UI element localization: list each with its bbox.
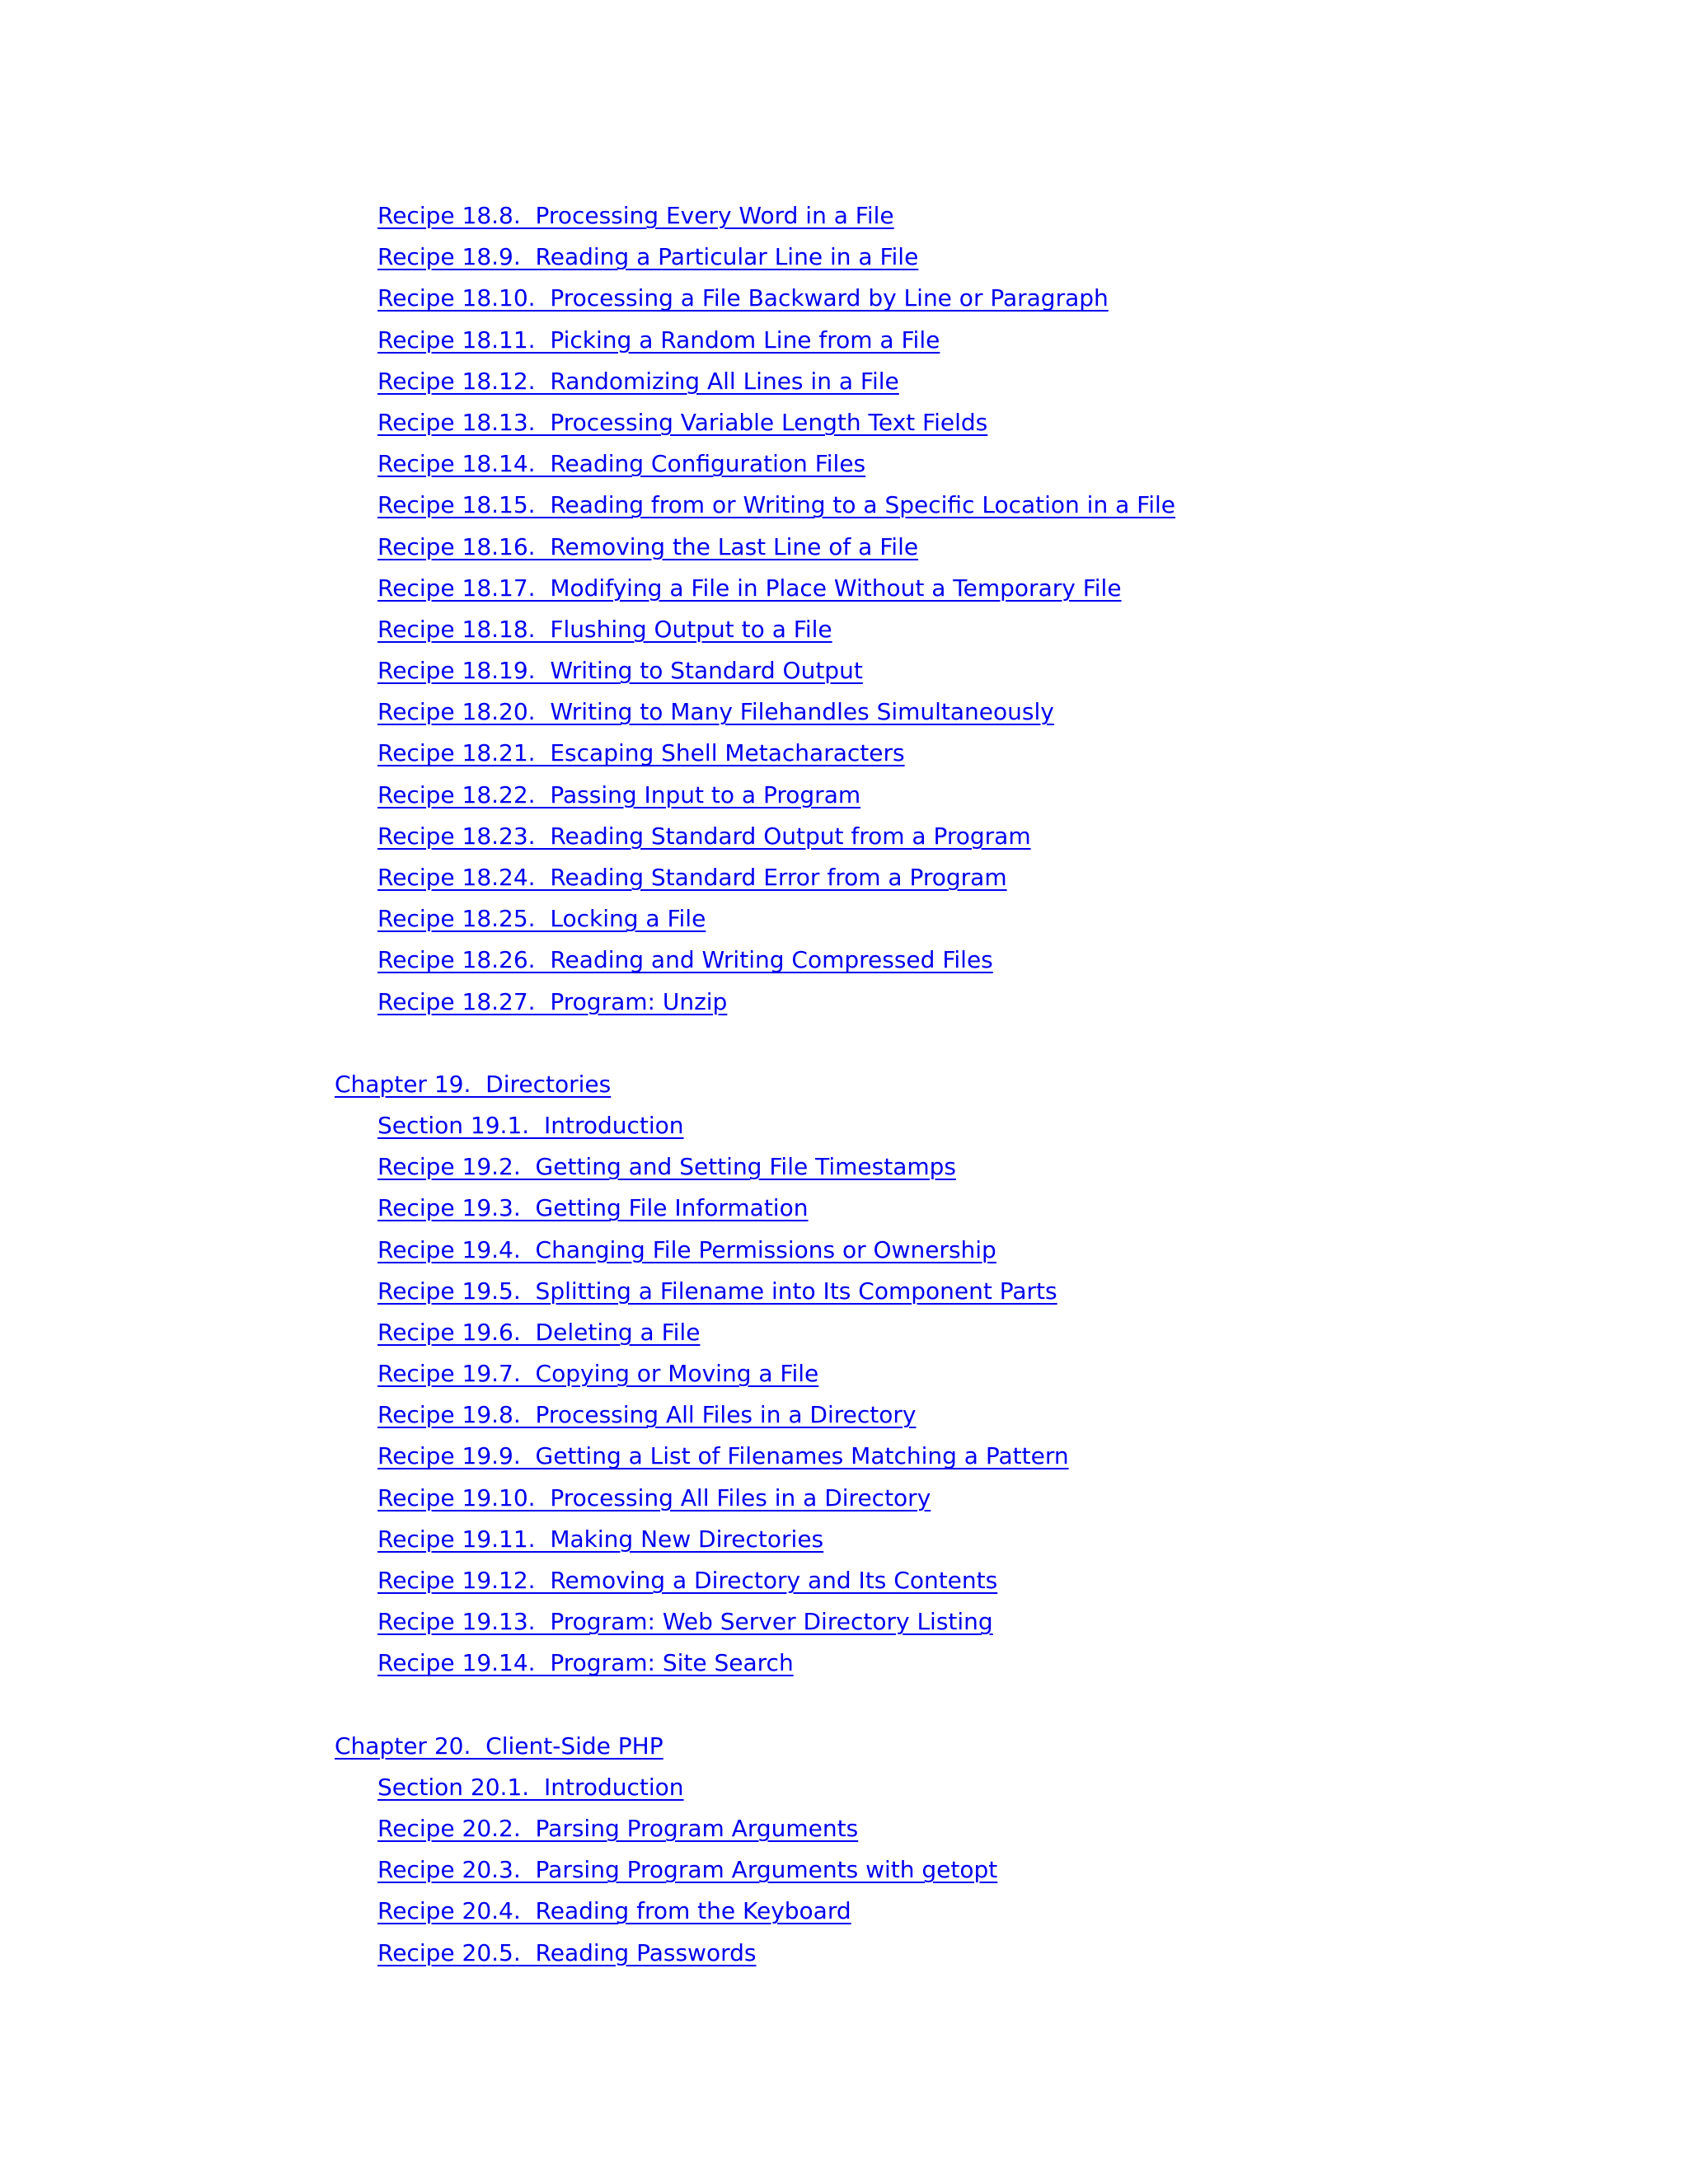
toc-entry-link[interactable]: Recipe 19.8. Processing All Files in a Directory: [377, 1401, 917, 1429]
toc-group: [0, 195, 1688, 1023]
toc-entry-link[interactable]: Recipe 20.4. Reading from the Keyboard: [377, 1897, 851, 1925]
toc-entry-link[interactable]: Recipe 19.3. Getting File Information: [377, 1194, 809, 1222]
toc-entry-link[interactable]: Recipe 19.10. Processing All Files in a Directory: [377, 1483, 931, 1511]
toc-entry-link[interactable]: Recipe 18.18. Flushing Output to a File: [377, 615, 832, 643]
toc-entry-link[interactable]: Recipe 19.13. Program: Web Server Directory Listing: [377, 1608, 993, 1636]
table-of-contents: [0, 195, 1688, 1974]
toc-entry-link[interactable]: Recipe 18.10. Processing a File Backward by Line or Paragraph: [377, 284, 1109, 312]
toc-entry-link[interactable]: Recipe 18.24. Reading Standard Error from a Program: [377, 864, 1007, 891]
toc-group: [0, 1726, 1688, 1974]
toc-entry-link[interactable]: Recipe 18.13. Processing Variable Length Text Fields: [377, 408, 988, 436]
toc-entry-link[interactable]: Recipe 18.19. Writing to Standard Output: [377, 657, 863, 685]
toc-entry-link[interactable]: Recipe 18.16. Removing the Last Line of a File: [377, 532, 919, 560]
toc-entry-link[interactable]: Recipe 20.5. Reading Passwords: [377, 1938, 757, 1966]
toc-entry-link[interactable]: Section 20.1. Introduction: [377, 1773, 684, 1801]
toc-entry-link[interactable]: Recipe 18.27. Program: Unzip: [377, 987, 728, 1015]
toc-group: [0, 1064, 1688, 1685]
chapter-link[interactable]: Chapter 20. Client-Side PHP: [335, 1732, 663, 1760]
toc-entry-link[interactable]: Recipe 19.5. Splitting a Filename into Its Component Parts: [377, 1277, 1057, 1305]
toc-entry-link[interactable]: Recipe 18.14. Reading Configuration Files: [377, 450, 866, 478]
chapter-link[interactable]: Chapter 19. Directories: [335, 1070, 612, 1098]
toc-entry-link[interactable]: Recipe 18.26. Reading and Writing Compressed Files: [377, 946, 993, 974]
toc-entry-link[interactable]: Recipe 18.21. Escaping Shell Metacharacters: [377, 739, 905, 767]
toc-entry-link[interactable]: Recipe 19.7. Copying or Moving a File: [377, 1360, 819, 1388]
toc-entry-link[interactable]: Recipe 18.11. Picking a Random Line from a File: [377, 326, 940, 354]
toc-entry-link[interactable]: Recipe 18.22. Passing Input to a Program: [377, 780, 861, 808]
toc-entry-link[interactable]: Recipe 19.12. Removing a Directory and Its Contents: [377, 1567, 998, 1594]
toc-entry-link[interactable]: Recipe 19.11. Making New Directories: [377, 1525, 824, 1553]
toc-entry-link[interactable]: Recipe 20.2. Parsing Program Arguments: [377, 1814, 859, 1842]
toc-entry-link[interactable]: Recipe 18.8. Processing Every Word in a File: [377, 202, 894, 229]
toc-entry-link[interactable]: Recipe 19.9. Getting a List of Filenames Matching a Pattern: [377, 1442, 1069, 1470]
toc-entry-link[interactable]: Recipe 19.2. Getting and Setting File Timestamps: [377, 1153, 956, 1181]
toc-entry-link[interactable]: Section 19.1. Introduction: [377, 1111, 684, 1139]
toc-entry-link[interactable]: Recipe 18.17. Modifying a File in Place Without a Temporary File: [377, 574, 1122, 602]
toc-entry-link[interactable]: Recipe 19.6. Deleting a File: [377, 1318, 701, 1346]
toc-entry-link[interactable]: Recipe 19.14. Program: Site Search: [377, 1649, 794, 1677]
toc-entry-link[interactable]: Recipe 18.25. Locking a File: [377, 905, 706, 933]
toc-entry-link[interactable]: Recipe 18.23. Reading Standard Output from a Program: [377, 822, 1031, 850]
toc-entry-link[interactable]: Recipe 18.15. Reading from or Writing to a Specific Location in a File: [377, 491, 1176, 519]
toc-entry-link[interactable]: Recipe 18.20. Writing to Many Filehandles Simultaneously: [377, 698, 1054, 726]
toc-entry-link[interactable]: Recipe 18.12. Randomizing All Lines in a File: [377, 367, 899, 395]
toc-entry-link[interactable]: Recipe 19.4. Changing File Permissions or Ownership: [377, 1235, 996, 1263]
toc-entry-link[interactable]: Recipe 18.9. Reading a Particular Line in a File: [377, 243, 919, 271]
toc-entry-link[interactable]: Recipe 20.3. Parsing Program Arguments with getopt: [377, 1856, 998, 1884]
